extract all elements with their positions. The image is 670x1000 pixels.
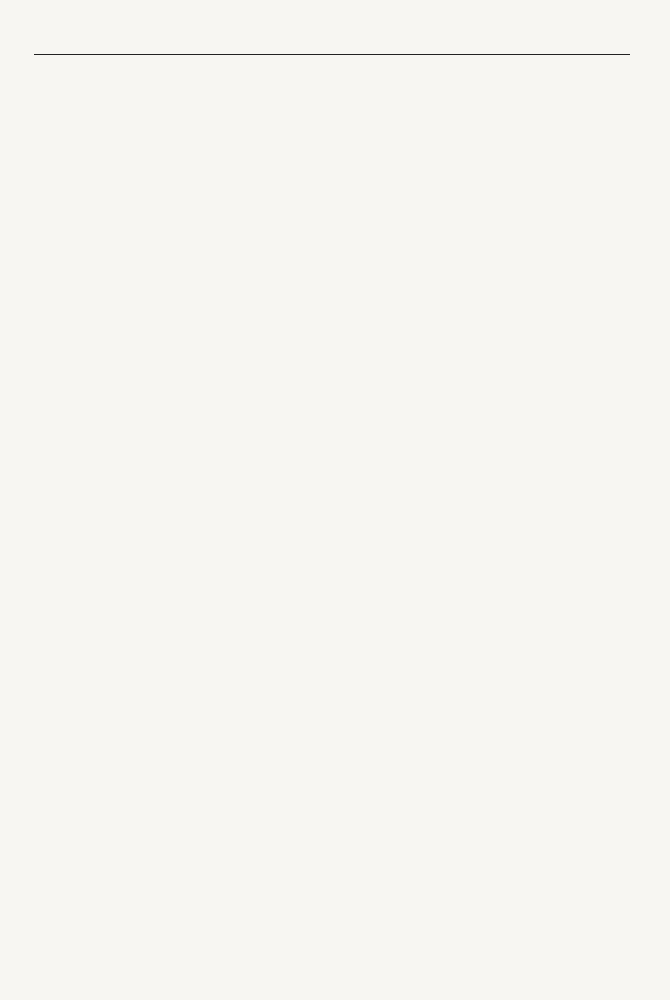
section-heading [38,95,626,120]
section-gap [38,73,626,95]
page-body [38,73,626,142]
page-header [38,31,630,53]
header-rule [34,54,630,55]
